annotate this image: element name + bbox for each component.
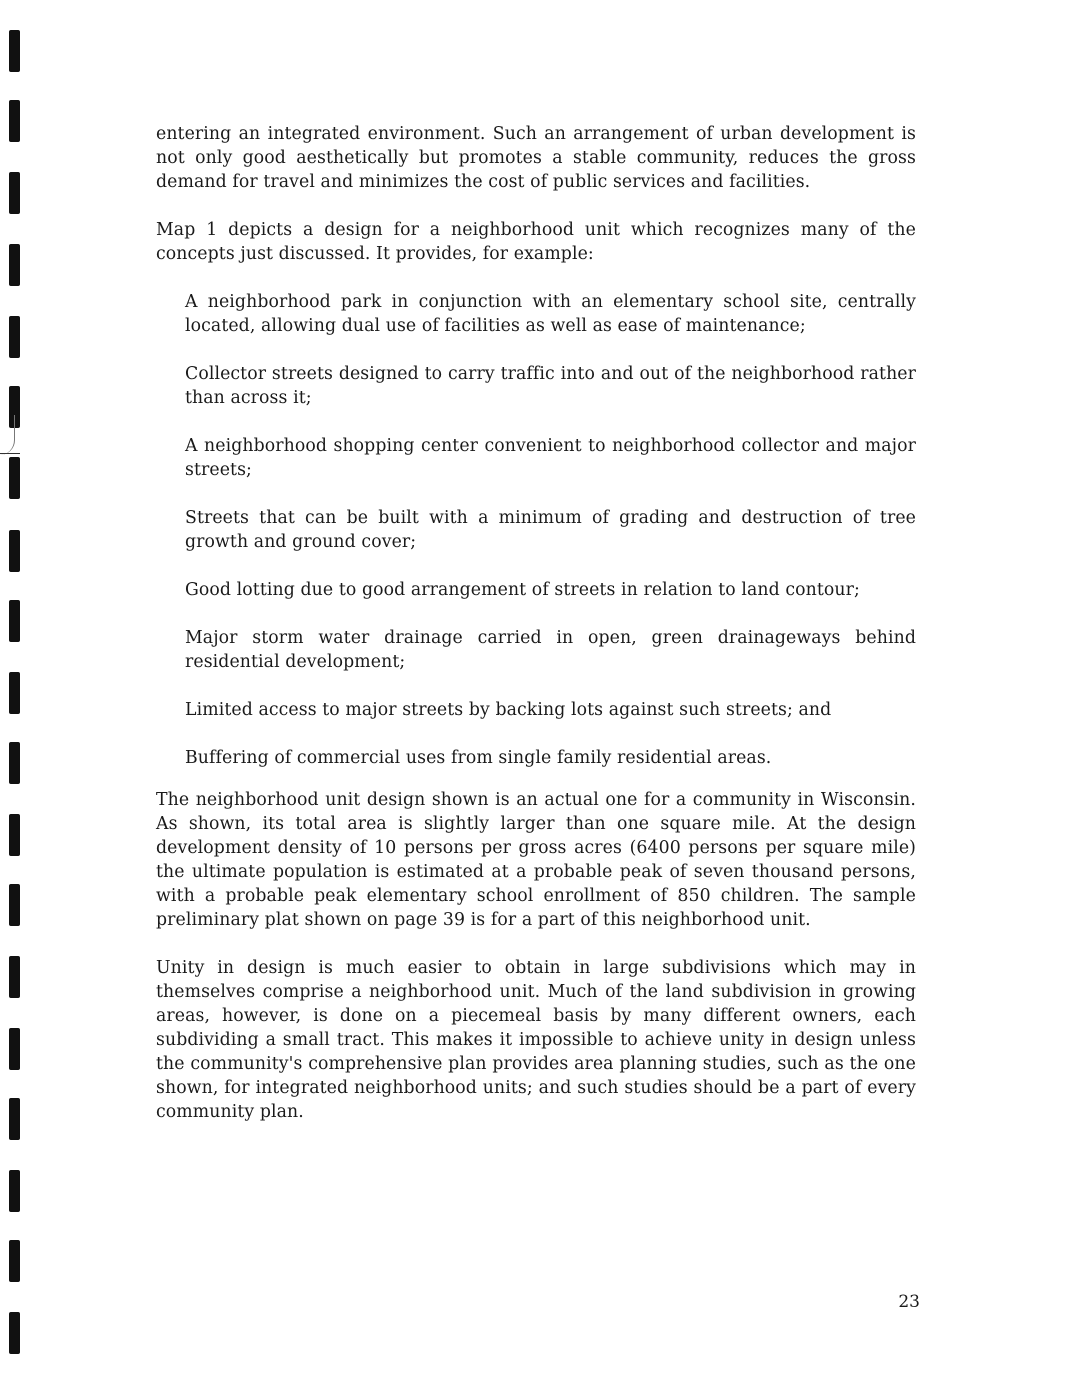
binding-hole: [9, 956, 20, 998]
binding-holes: [0, 0, 30, 1380]
list-item: Collector streets designed to carry traffic into and out of the neighborhood rather than across it;: [185, 364, 916, 408]
binding-hole: [9, 100, 20, 142]
binding-hole: [9, 1098, 20, 1140]
example-list: [156, 290, 916, 770]
binding-hole: [9, 1240, 20, 1282]
binding-hole: [9, 530, 20, 572]
binding-hole: [9, 600, 20, 642]
paragraph: Map 1 depicts a design for a neighborhood unit which recognizes many of the concepts just discussed. It provides, for example:: [156, 220, 916, 264]
binding-hole: [9, 30, 20, 72]
paragraph: Unity in design is much easier to obtain in large subdivisions which may in themselves comprise a neighborhood unit. Much of the land subdivision in growing areas, however, is done on a piecemeal basis by many different owners, each subdividing a small tract. This makes it impossible to achieve unity in design unless the community's comprehensive plan provides area planning studies, such as the one shown, for integrated neighborhood units; and such studies should be a part of every community plan.: [156, 958, 916, 1122]
binding-hole: [9, 172, 20, 214]
list-item: Major storm water drainage carried in open, green drainageways behind residential development;: [185, 628, 916, 672]
binding-hole: [9, 244, 20, 286]
binding-hole: [9, 814, 20, 856]
binding-hole: [9, 457, 20, 499]
binding-hole: [9, 672, 20, 714]
binding-hole: [9, 1170, 20, 1212]
list-item: A neighborhood shopping center convenient to neighborhood collector and major streets;: [185, 436, 916, 480]
list-item: Limited access to major streets by backing lots against such streets; and: [185, 700, 832, 720]
list-item: Good lotting due to good arrangement of streets in relation to land contour;: [185, 580, 860, 600]
list-item: Streets that can be built with a minimum of grading and destruction of tree growth and ground cover;: [185, 508, 916, 552]
binding-hole: [9, 1312, 20, 1354]
list-item: Buffering of commercial uses from single family residential areas.: [185, 748, 772, 768]
paragraph: The neighborhood unit design shown is an actual one for a community in Wisconsin. As shown, its total area is slightly larger than one square mile. At the design development density of 10 persons per gross acres (6400 persons per square mile) the ultimate population is estimated at a probable peak of seven thousand persons, with a probable peak elementary school enrollment of 850 children. The sample preliminary plat shown on page 39 is for a part of this neighborhood unit.: [156, 790, 916, 930]
binding-hole: [9, 742, 20, 784]
page-body: [156, 122, 916, 1148]
binding-hole: [9, 316, 20, 358]
list-item: A neighborhood park in conjunction with an elementary school site, centrally located, allowing dual use of facilities as well as ease of maintenance;: [185, 292, 916, 336]
scan-artifact-line: [0, 453, 20, 454]
page-number: 23: [898, 1292, 920, 1312]
paragraph: entering an integrated environment. Such an arrangement of urban development is not only good aesthetically but promotes a stable community, reduces the gross demand for travel and minimizes the cost of public services and facilities.: [156, 124, 916, 192]
binding-hole: [9, 884, 20, 926]
scan-artifact-curve: [0, 415, 15, 455]
binding-hole: [9, 1028, 20, 1070]
